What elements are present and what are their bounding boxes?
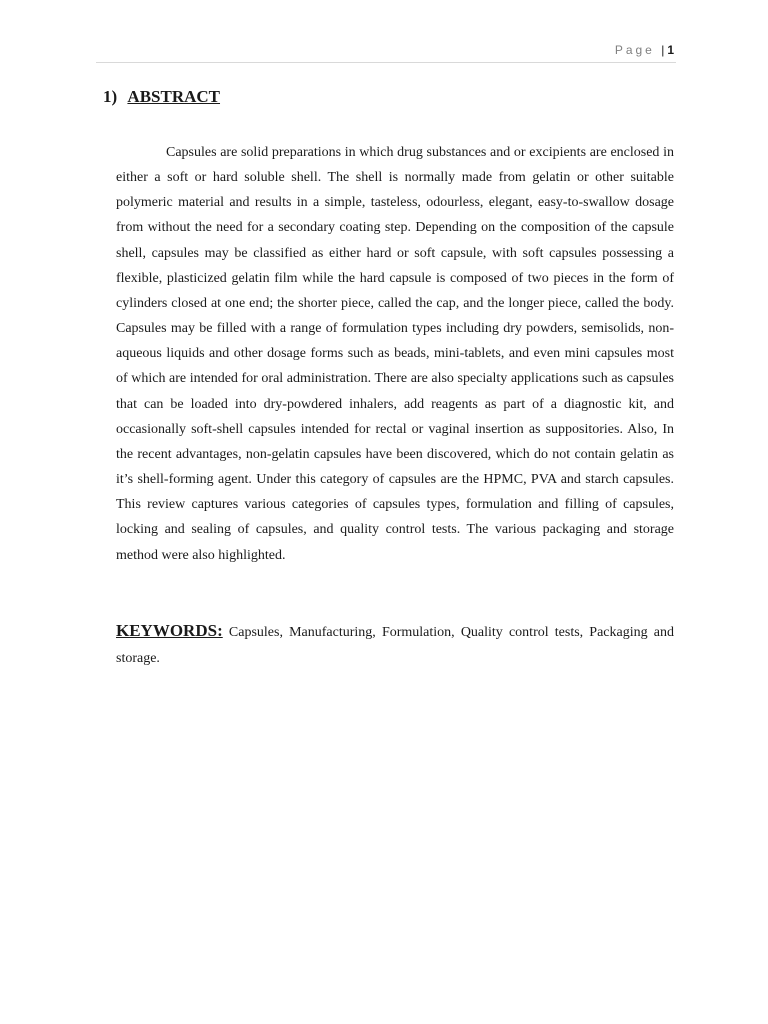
section-number: 1) [103, 87, 118, 106]
section-title: ABSTRACT [127, 87, 221, 106]
keywords-label: KEYWORDS: [116, 621, 223, 640]
page-number [615, 43, 674, 57]
keywords-list: Capsules, Manufacturing, Formulation, Quality control tests, Packaging and storage. [116, 625, 674, 666]
keywords-paragraph [116, 618, 674, 672]
page-label: Page [614, 43, 655, 57]
abstract-paragraph: Capsules are solid preparations in which drug substances and or excipients are enclosed in either a soft or hard soluble shell. The shell is normally made from gelatin or other suitable polymeric material and results in a simple, tasteless, odourless, elegant, easy-to-swallow dosage from without the need for a secondary coating step. Depending on the composition of the capsule shell, capsules may be classified as either hard or soft capsule, with soft capsules possessing a flexible, plasticized gelatin film while the hard capsule is composed of two pieces in the form of cylinders closed at one end; the shorter piece, called the cap, and the longer piece, called the body. Capsules may be filled with a range of formulation types including dry powders, semisolids, non-aqueous liquids and other dosage forms such as beads, mini-tablets, and even mini capsules most of which are intended for oral administration. There are also specialty applications such as capsules that can be loaded into dry-powdered inhalers, add reagents as part of a diagnostic kit, and occasionally soft-shell capsules intended for rectal or vaginal insertion as suppositories. Also, In the recent advantages, non-gelatin capsules have been discovered, which do not contain gelatin as it’s shell-forming agent. Under this category of capsules are the HPMC, PVA and starch capsules. This review captures various categories of capsules types, formulation and filling of capsules, locking and sealing of capsules, and quality control tests. The various packaging and storage method were also highlighted. [116, 145, 674, 563]
page-number-value: 1 [667, 43, 674, 57]
page-separator: | [661, 43, 665, 57]
page-header [96, 42, 676, 63]
section-heading [103, 87, 220, 107]
